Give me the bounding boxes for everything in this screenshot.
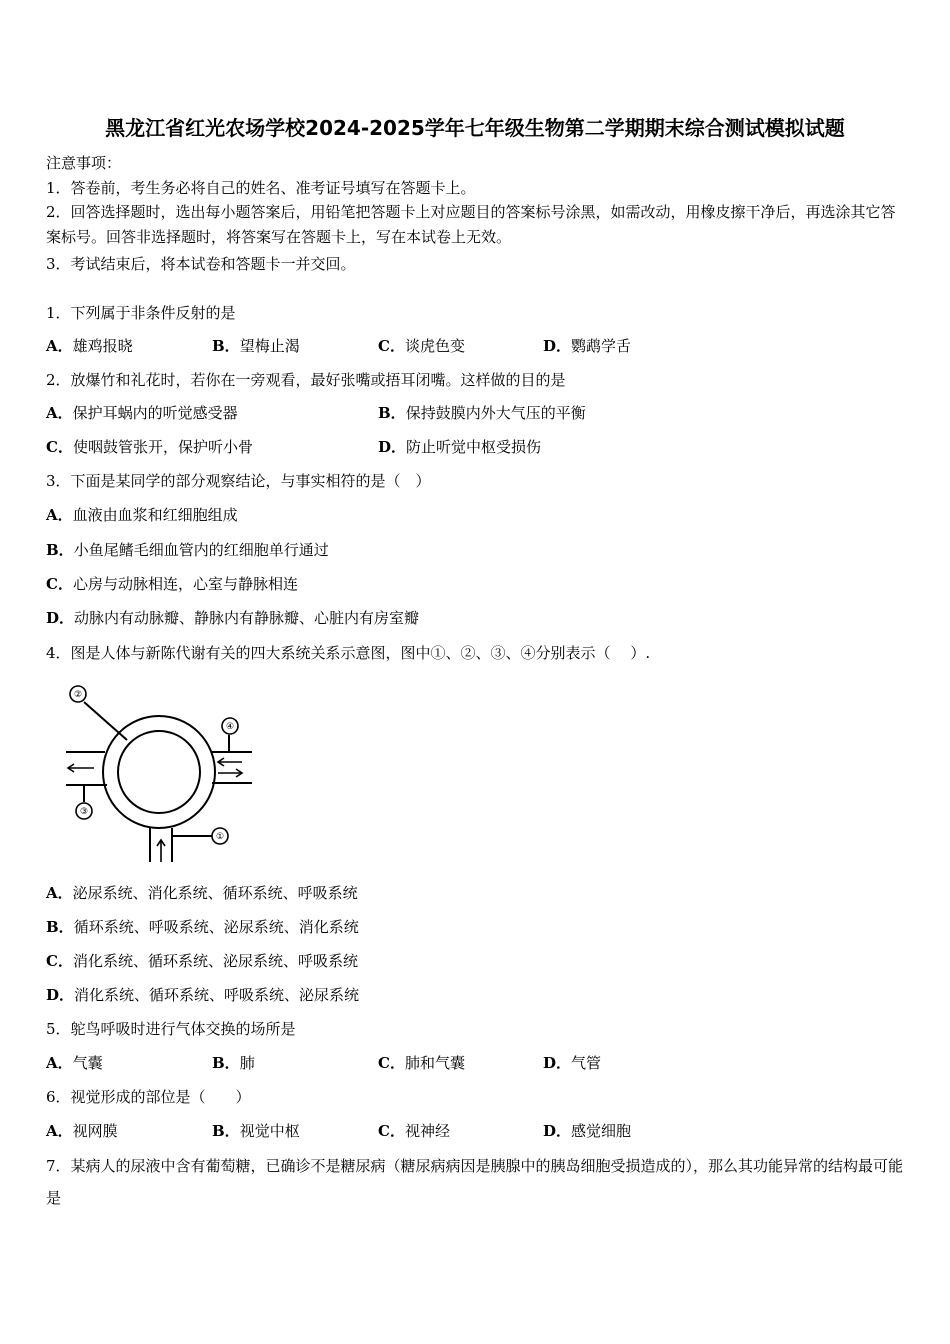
question-stem: 3．下面是某同学的部分观察结论，与事实相符的是（ ） xyxy=(46,472,431,490)
option: B．望梅止渴 xyxy=(212,337,300,355)
question-stem: 7．某病人的尿液中含有葡萄糖，已确诊不是糖尿病（糖尿病病因是胰腺中的胰岛细胞受损造成的），那么其功能异常的结构最可能是 xyxy=(46,1157,904,1207)
diagram-label: ② xyxy=(73,690,83,700)
diagram-label: ④ xyxy=(225,722,235,732)
option: C．心房与动脉相连，心室与静脉相连 xyxy=(46,575,298,593)
option: A．泌尿系统、消化系统、循环系统、呼吸系统 xyxy=(46,884,358,902)
option: D．消化系统、循环系统、呼吸系统、泌尿系统 xyxy=(46,986,360,1004)
question-stem: 2．放爆竹和礼花时，若你在一旁观看，最好张嘴或捂耳闭嘴。这样做的目的是 xyxy=(46,371,566,389)
option: C．使咽鼓管张开，保护听小骨 xyxy=(46,438,253,456)
option: A．气囊 xyxy=(46,1054,103,1072)
option: B．循环系统、呼吸系统、泌尿系统、消化系统 xyxy=(46,918,359,936)
option: B．保持鼓膜内外大气压的平衡 xyxy=(378,404,586,422)
option: D．气管 xyxy=(543,1054,602,1072)
option: A．雄鸡报晓 xyxy=(46,337,133,355)
question-stem: 4．图是人体与新陈代谢有关的四大系统关系示意图，图中①、②、③、④分别表示（ ）. xyxy=(46,644,651,662)
question-stem: 6．视觉形成的部位是（ ） xyxy=(46,1088,251,1106)
option: A．保护耳蜗内的听觉感受器 xyxy=(46,404,238,422)
page-title: 黑龙江省红光农场学校2024-2025学年七年级生物第二学期期末综合测试模拟试题 xyxy=(105,116,845,140)
notice-heading: 注意事项： xyxy=(46,154,122,172)
option: C．肺和气囊 xyxy=(378,1054,465,1072)
option: D．防止听觉中枢受损伤 xyxy=(378,438,542,456)
option: D．感觉细胞 xyxy=(543,1122,632,1140)
option: D．鹦鹉学舌 xyxy=(543,337,632,355)
option: A．血液由血浆和红细胞组成 xyxy=(46,506,238,524)
option: D．动脉内有动脉瓣、静脉内有静脉瓣、心脏内有房室瓣 xyxy=(46,609,420,627)
question-stem: 1．下列属于非条件反射的是 xyxy=(46,304,236,322)
option: B．肺 xyxy=(212,1054,255,1072)
diagram-label: ① xyxy=(215,832,225,842)
option: C．消化系统、循环系统、泌尿系统、呼吸系统 xyxy=(46,952,358,970)
notice-item: 2．回答选择题时，选出每小题答案后，用铅笔把答题卡上对应题目的答案标号涂黑，如需改动，用橡皮擦干净后，再选涂其它答案标号。回答非选择题时，将答案写在答题卡上，写在本试卷上无效。 xyxy=(46,203,896,246)
inner-ring xyxy=(118,731,200,813)
notice-item: 1．答卷前，考生务必将自己的姓名、准考证号填写在答题卡上。 xyxy=(46,179,476,197)
option: B．视觉中枢 xyxy=(212,1122,300,1140)
notice-item: 3．考试结束后，将本试卷和答题卡一并交回。 xyxy=(46,255,356,273)
option: A．视网膜 xyxy=(46,1122,118,1140)
four-systems-diagram xyxy=(62,680,262,865)
option: B．小鱼尾鳍毛细血管内的红细胞单行通过 xyxy=(46,541,329,559)
diagram-label: ③ xyxy=(79,807,89,817)
question-stem: 5．鸵鸟呼吸时进行气体交换的场所是 xyxy=(46,1020,296,1038)
option: C．视神经 xyxy=(378,1122,450,1140)
option: C．谈虎色变 xyxy=(378,337,465,355)
